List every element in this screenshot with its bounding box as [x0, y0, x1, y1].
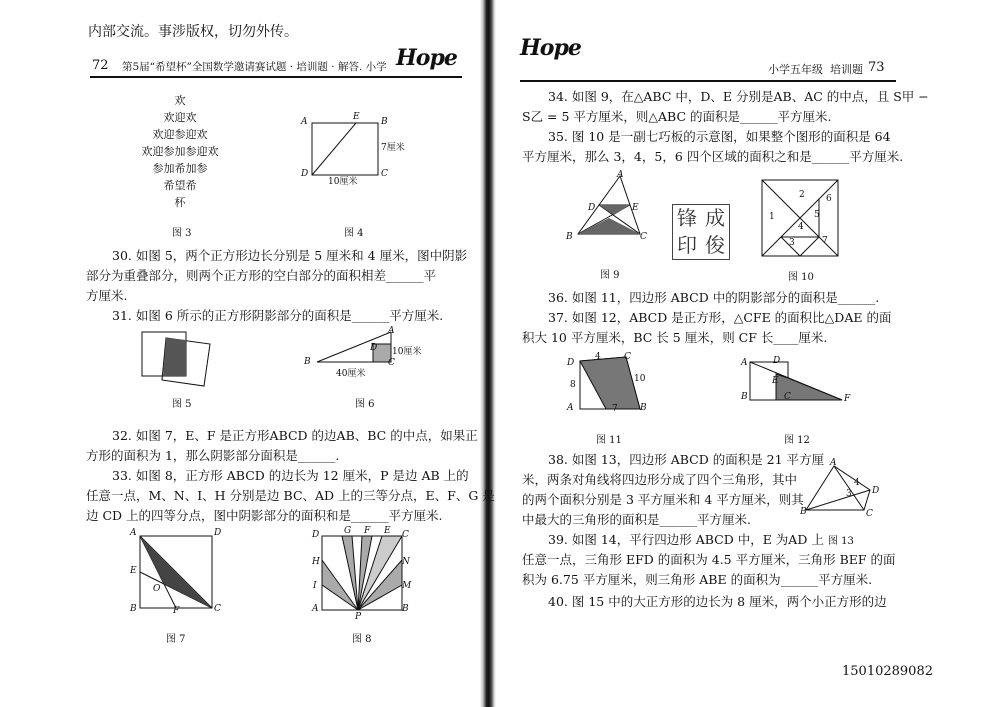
fig6-label-b: B: [304, 357, 311, 367]
fig4-side-length: 7厘米: [381, 143, 405, 153]
left-header-title: 第5届“希望杯”全国数学邀请赛试题 · 培训题 · 解答. 小学: [122, 61, 387, 73]
fig4-bottom-length: 10厘米: [328, 177, 358, 187]
stamp-char: 锋: [677, 206, 697, 230]
question-39-line2: 任意一点，三角形 EFD 的面积为 4.5 平方厘米，三角形 BEF 的面: [522, 552, 896, 567]
pyramid-row: 欢迎参迎欢: [152, 128, 208, 141]
left-header-rule: [90, 76, 462, 78]
question-32-line2: 方形的面积为 1，那么阴影部分面积是______.: [86, 448, 340, 463]
pyramid-row: 欢迎欢: [163, 111, 197, 124]
fig7-caption: 图 7: [166, 634, 186, 645]
fig9-label-a: A: [617, 170, 624, 180]
fig11-caption: 图 11: [596, 435, 622, 446]
question-33-line1: 33. 如图 8，正方形 ABCD 的边长为 12 厘米，P 是边 AB 上的: [112, 468, 469, 483]
fig10-label-7: 7: [822, 236, 828, 246]
fig6-label-a: A: [388, 326, 395, 336]
question-38-line1: 38. 如图 13，四边形 ABCD 的面积是 21 平方厘: [548, 452, 825, 467]
fig8-label-p: P: [355, 612, 362, 622]
fig13-label-d: D: [872, 486, 880, 496]
pyramid-row: 欢: [174, 94, 186, 107]
fig7-square: [136, 532, 226, 612]
fig4-label-d: D: [301, 169, 309, 179]
fig11-label-b: B: [640, 403, 647, 413]
question-34-line2: S乙 = 5 平方厘米，则△ABC 的面积是______平方厘米.: [522, 109, 832, 124]
fig12-label-f: F: [844, 394, 851, 404]
fig12-label-b: B: [741, 392, 748, 402]
question-40-line1: 40. 图 15 中的大正方形的边长为 8 厘米，两个小正方形的边: [548, 594, 887, 609]
fig6-side-length: 10厘米: [392, 347, 422, 357]
fig9-label-b: B: [566, 232, 573, 242]
fig9-caption: 图 9: [600, 270, 620, 281]
fig10-caption: 图 10: [788, 272, 814, 283]
pyramid-row: 杯: [174, 196, 186, 209]
fig8-label-m: M: [402, 581, 412, 591]
fig7-label-b: B: [130, 604, 137, 614]
fig10-label-5: 5: [814, 210, 820, 220]
fig5-caption: 图 5: [172, 399, 192, 410]
question-33-line2: 任意一点，M、N、I、H 分别是边 BC、AD 上的三等分点，E、F、G 是: [86, 488, 495, 503]
fig13-label-4: 4: [854, 478, 860, 488]
question-31: 31. 如图 6 所示的正方形阴影部分的面积是______平方厘米.: [112, 308, 444, 323]
book-spine: [480, 0, 496, 707]
question-37-line2: 积大 10 平方厘米，BC 长 5 厘米，则 CF 长____厘米.: [522, 330, 828, 345]
right-section: 培训题: [830, 63, 863, 76]
left-page-number: 72: [92, 58, 109, 73]
question-34-line1: 34. 如图 9，在△ABC 中，D、E 分别是AB、AC 的中点，且 S甲 −: [548, 89, 929, 104]
fig13-caption: 图 13: [828, 536, 854, 547]
question-32-line1: 32. 如图 7，E、F 是正方形ABCD 的边AB、BC 的中点，如果正: [112, 428, 478, 443]
fig11-quadrilateral: [576, 355, 646, 415]
fig11-label-a: A: [567, 403, 574, 413]
fig12-label-a: A: [741, 358, 748, 368]
fig8-label-c: C: [402, 530, 409, 540]
fig7-label-f: F: [173, 606, 180, 616]
fig9-label-e: E: [632, 203, 639, 213]
fig9-label-d: D: [588, 203, 596, 213]
fig13-label-a: A: [830, 458, 837, 468]
fig8-label-n: N: [402, 557, 410, 567]
fig12-label-d: D: [773, 356, 781, 366]
left-logo: Hope: [396, 45, 457, 71]
question-39-line3: 积为 6.75 平方厘米，则三角形 ABE 的面积为______平方厘米.: [522, 572, 873, 587]
fig8-label-b: B: [402, 604, 409, 614]
fig4-caption: 图 4: [344, 228, 364, 239]
fig8-label-a: A: [312, 604, 319, 614]
fig10-label-3: 3: [789, 238, 795, 248]
right-grade: 小学五年级: [768, 63, 823, 76]
right-page-number: 73: [868, 60, 885, 75]
fig7-label-c: C: [214, 604, 221, 614]
fig13-label-c: C: [866, 509, 873, 519]
fig8-caption: 图 8: [352, 634, 372, 645]
fig11-label-d: D: [567, 358, 575, 368]
stamp-char: 俊: [705, 233, 725, 257]
fig6-caption: 图 6: [355, 399, 375, 410]
question-30-line2: 部分为重叠部分，则两个正方形的空白部分的面积相差______平: [86, 268, 437, 283]
right-logo: Hope: [520, 35, 581, 61]
fig8-label-f: F: [364, 526, 371, 536]
pyramid-figure: [110, 92, 250, 211]
fig8-label-h: H: [312, 557, 320, 567]
question-35-line2: 平方厘米，那么 3，4，5，6 四个区域的面积之和是______平方厘米.: [522, 149, 904, 164]
fig7-label-o: O: [153, 584, 161, 594]
fig4-label-a: A: [301, 117, 308, 127]
fig8-label-d: D: [312, 530, 320, 540]
seal-stamp: [672, 204, 730, 260]
question-37-line1: 37. 如图 12，ABCD 是正方形，△CFE 的面积比△DAE 的面: [548, 310, 892, 325]
fig11-label-7: 7: [612, 404, 618, 414]
fig12-caption: 图 12: [784, 435, 810, 446]
fig11-label-10: 10: [634, 374, 646, 384]
question-33-line3: 边 CD 上的四等分点，图中阴影部分的面积和是______平方厘米.: [86, 508, 443, 523]
fig11-label-4: 4: [595, 352, 601, 362]
pyramid-row: 希望希: [163, 179, 197, 192]
fig4-label-e: E: [353, 112, 360, 122]
fig13-label-3: 3: [846, 489, 852, 499]
fig4-label-b: B: [381, 117, 388, 127]
fig6-label-c: C: [388, 358, 395, 368]
fig9-label-c: C: [640, 232, 647, 242]
fig12-label-e: E: [772, 376, 779, 386]
fig7-label-d: D: [214, 528, 222, 538]
question-36: 36. 如图 11，四边形 ABCD 中的阴影部分的面积是______.: [548, 290, 880, 305]
fig5-squares: [140, 328, 220, 383]
fig10-label-4: 4: [798, 222, 804, 232]
fig6-bottom-length: 40厘米: [336, 369, 366, 379]
question-39-line1: 39. 如图 14，平行四边形 ABCD 中，E 为AD 上: [548, 532, 824, 547]
fig12-label-c: C: [784, 392, 791, 402]
copyright-note: 内部交流。事涉版权，切勿外传。: [88, 24, 298, 40]
fig4-label-c: C: [381, 169, 388, 179]
stamp-char: 印: [677, 233, 697, 257]
question-38-line4: 中最大的三角形的面积是______平方厘米.: [522, 512, 751, 527]
fig6-label-d: D: [370, 343, 378, 353]
fig8-square: [318, 530, 408, 615]
pyramid-row: 参加希加参: [152, 162, 208, 175]
fig8-label-i: I: [313, 581, 317, 591]
fig11-label-c: C: [624, 352, 631, 362]
fig10-label-2: 2: [799, 190, 805, 200]
fig7-label-a: A: [130, 528, 137, 538]
fig7-label-e: E: [130, 566, 137, 576]
right-header-rule: [520, 80, 896, 82]
question-38-line2: 米，两条对角线将四边形分成了四个三角形，其中: [522, 472, 798, 487]
fig13-label-b: B: [800, 507, 807, 517]
question-30-line3: 方厘米.: [86, 288, 128, 303]
question-38-line3: 的两个面积分别是 3 平方厘米和 4 平方厘米，则其: [522, 492, 804, 507]
fig11-label-8: 8: [570, 380, 576, 390]
stamp-char: 成: [705, 206, 725, 230]
fig8-label-e: E: [384, 526, 391, 536]
fig12-square: [746, 358, 856, 404]
question-30-line1: 30. 如图 5，两个正方形边长分别是 5 厘米和 4 厘米，图中阴影: [112, 248, 468, 263]
fig8-label-g: G: [344, 526, 352, 536]
fig10-label-1: 1: [769, 212, 775, 222]
fig10-label-6: 6: [826, 194, 832, 204]
question-35-line1: 35. 图 10 是一副七巧板的示意图，如果整个图形的面积是 64: [548, 129, 891, 144]
phone-number: 15010289082: [842, 664, 933, 679]
fig3-caption: 图 3: [172, 228, 192, 239]
pyramid-row: 欢迎参加参迎欢: [141, 145, 219, 158]
